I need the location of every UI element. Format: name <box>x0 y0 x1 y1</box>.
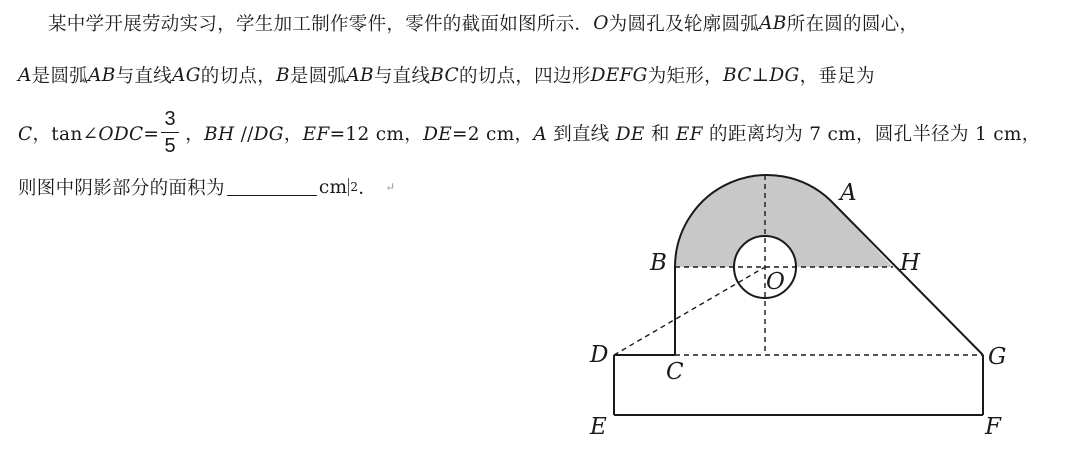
text-run: 到直线 <box>547 123 616 145</box>
text-run: 为矩形， <box>647 66 723 87</box>
label-f: F <box>985 414 1001 440</box>
unit-exponent: 2 <box>350 180 359 194</box>
fraction-denominator: 5 <box>164 135 176 157</box>
text-run: 和 <box>644 123 676 145</box>
text-run: 的切点， <box>200 66 276 87</box>
label-h: H <box>900 250 921 276</box>
math-variable: A <box>18 64 32 86</box>
text-run: =2 cm， <box>452 123 534 145</box>
text-run: 的切点，四边形 <box>458 66 591 87</box>
label-a: A <box>840 180 857 206</box>
math-variable: DE <box>615 123 645 145</box>
text-run: 是圆弧 <box>31 66 89 87</box>
fraction-numerator: 3 <box>164 108 176 130</box>
math-variable: ODC <box>98 123 144 145</box>
tangent-line-ag <box>830 200 983 355</box>
label-d: D <box>590 342 609 368</box>
math-variable: AB <box>759 12 787 34</box>
math-variable: EF <box>302 123 330 145</box>
math-variable: BC <box>430 64 459 86</box>
math-variable: AB <box>346 64 374 86</box>
label-e: E <box>590 414 607 440</box>
math-variable: AG <box>172 64 201 86</box>
line-end-punct: ． <box>358 178 378 199</box>
math-variable: DE <box>423 123 452 145</box>
text-run: =12 cm， <box>329 123 424 145</box>
unit-label: cm <box>318 176 348 198</box>
math-variable: A <box>533 123 548 145</box>
text-run: ，tan∠ <box>32 123 99 145</box>
math-variable: O <box>593 12 609 34</box>
text-run: 的距离均为 7 cm，圆孔半径为 1 cm， <box>702 123 1041 145</box>
math-variable: DG <box>769 64 800 86</box>
paragraph-mark: ↵ <box>385 180 396 194</box>
math-variable: DG <box>253 123 284 145</box>
text-run: 与直线 <box>115 66 173 87</box>
text-run: ⊥ <box>751 64 770 86</box>
math-variable: BC <box>722 64 752 86</box>
dashed-od <box>614 267 765 355</box>
label-c: C <box>666 359 684 385</box>
math-variable: BH <box>204 123 235 145</box>
text-run: 与直线 <box>373 66 431 87</box>
math-variable: EF <box>675 123 703 145</box>
math-variable: C <box>18 123 33 145</box>
text-run: 为圆孔及轮廓圆弧 <box>608 14 760 35</box>
text-run: ，垂足为 <box>799 66 875 87</box>
math-variable: DEFG <box>590 64 648 86</box>
label-b: B <box>650 250 667 276</box>
math-variable: AB <box>88 64 116 86</box>
text-run: 某中学开展劳动实习，学生加工制作零件，零件的截面如图所示． <box>48 14 594 35</box>
text-run: ， <box>185 123 205 145</box>
text-run: 所在圆的圆心， <box>786 14 919 35</box>
label-o: O <box>766 269 785 295</box>
text-run: ， <box>283 123 303 145</box>
question-prompt: 则图中阴影部分的面积为 <box>18 178 225 199</box>
label-g: G <box>988 344 1007 370</box>
text-run: = <box>143 123 160 145</box>
text-run: // <box>234 123 254 145</box>
math-variable: B <box>276 64 290 86</box>
text-run: 是圆弧 <box>289 66 347 87</box>
